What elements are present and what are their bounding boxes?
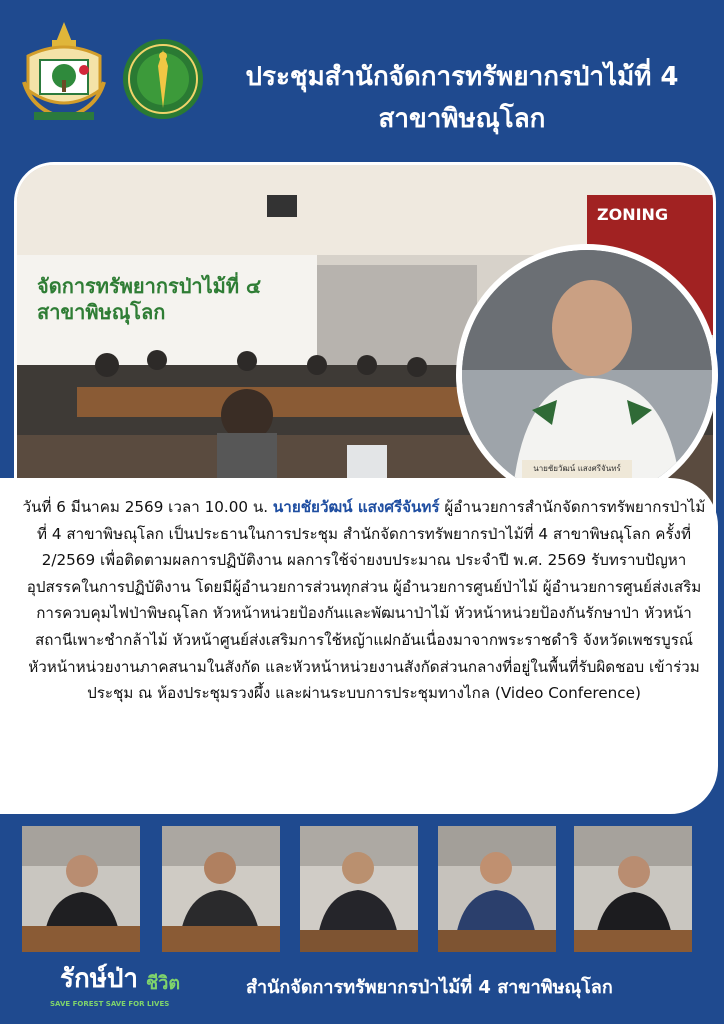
room-banner xyxy=(37,273,261,325)
room-banner-line-2: สาขาพิษณุโลก xyxy=(37,300,166,324)
nameplate: นายชัยวัฒน์ แสงศรีจันทร์ xyxy=(533,464,621,473)
chairman-name: นายชัยวัฒน์ แสงศรีจันทร์ xyxy=(272,498,440,516)
thumbnail-photo-1 xyxy=(22,826,140,952)
room-banner-line-1: จัดการทรัพยากรป่าไม้ที่ ๔ xyxy=(37,274,262,298)
title-line-2: สาขาพิษณุโลก xyxy=(378,104,546,134)
seal-logo xyxy=(22,20,106,124)
body-paragraph xyxy=(18,494,710,707)
page-title xyxy=(210,56,714,140)
logo-subtext: SAVE FOREST SAVE FOR LIVES xyxy=(50,1000,170,1008)
thumbnail-photo-5 xyxy=(574,826,692,952)
chairman-inset-photo xyxy=(456,244,718,506)
logo-word-2: ชีวิต xyxy=(146,973,181,994)
thumbnail-photo-3 xyxy=(300,826,418,952)
save-forest-logo xyxy=(46,958,196,1018)
body-part-2: ผู้อำนวยการสำนักจัดการทรัพยากรป่าไม้ที่ 4 สาขาพิษณุโลก เป็นประธานในการประชุม สำนักจัดการทรัพยากรป่าไม้ที่ 4 สาขาพิษณุโลก ครั้งที่ 2/2569 เพื่อติดตามผลการปฏิบัติงาน ผลการใช้จ่ายงบประมาณ ประจำปี พ.ศ. 2569 รับทราบปัญหาอุปสรรคในการปฏิบัติงาน โดยมีผู้อำนวยการส่วนทุกส่วน ผู้อำนวยการศูนย์ป่าไม้ ผู้อำนวยการศูนย์ส่งเสริมการควบคุมไฟป่าพิษณุโลก หัวหน้าหน่วยป้องกันและพัฒนาป่าไม้ หัวหน้าหน่วยป้องกันรักษาป่า หัวหน้าสถานีเพาะชำกล้าไม้ หัวหน้าศูนย์ส่งเสริมการใช้หญ้าแฝกอันเนื่องมาจากพระราชดำริ จังหวัดเพชรบูรณ์ หัวหน้าหน่วยงานภาคสนามในสังกัด และหัวหน้าหน่วยงานสังกัดส่วนกลางที่อยู่ในพื้นที่รับผิดชอบ เข้าร่วมประชุม ณ ห้องประชุมรวงผึ้ง และผ่านระบบการประชุมทางไกล (Video Conference) xyxy=(26,498,706,703)
rfd-logo xyxy=(122,38,204,120)
thumbnail-photo-4 xyxy=(438,826,556,952)
footer-organization: สำนักจัดการทรัพยากรป่าไม้ที่ 4 สาขาพิษณุโลก xyxy=(246,977,613,998)
logo-word-1: รักษ์ป่า xyxy=(60,964,138,994)
body-part-1: วันที่ 6 มีนาคม 2569 เวลา 10.00 น. xyxy=(22,498,273,516)
thumbnail-photo-2 xyxy=(162,826,280,952)
title-line-1: ประชุมสำนักจัดการทรัพยากรป่าไม้ที่ 4 xyxy=(245,62,679,92)
zoning-sign: ZONING xyxy=(597,205,669,224)
